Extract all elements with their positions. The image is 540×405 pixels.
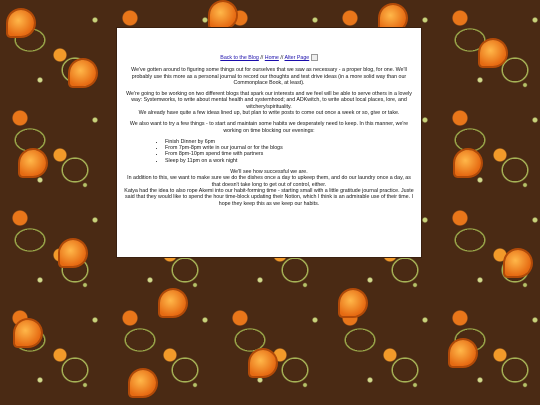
blogs-paragraph: We're going to be working on two different blogs that spark our interests and we feel will be able to serve others in a lovely way: Systemworks, to write about mental health and systemhood; and ADKwitch, to write about local places, lore, and witchery/spirituality. <box>126 91 412 110</box>
flower-decoration <box>20 150 46 176</box>
flower-decoration <box>8 10 34 36</box>
flower-decoration <box>250 350 276 376</box>
broken-image-icon <box>311 54 318 61</box>
flower-decoration <box>480 40 506 66</box>
posting-paragraph: We already have quite a few ideas lined up, but plan to write posts to come out once a week or so, give or take. <box>138 109 400 116</box>
list-item: • From 8pm-10pm spend time with partners <box>165 151 415 157</box>
schedule-list <box>123 139 415 164</box>
back-to-blog-link[interactable]: Back to the Blog <box>220 54 259 61</box>
list-item: • Finish Dinner by 6pm <box>165 139 415 145</box>
flower-decoration <box>70 60 96 86</box>
flower-decoration <box>340 290 366 316</box>
content-panel <box>116 27 422 258</box>
nav-separator: // <box>278 54 285 61</box>
intro-paragraph: We've gotten around to figuring some things out for ourselves that we saw as necessary - a proper blog, for one. We'll probably use this more as a personal journal to record our thoughts and test drive ideas (in a more solid way than our Commonplace Book, at least). <box>131 67 407 86</box>
list-item: • From 7pm-8pm write in our journal or for the blogs <box>165 145 415 151</box>
list-item: • Sleep by 11pm on a work night <box>165 158 415 164</box>
chores-paragraph: In addition to this, we want to make sure we do the dishes once a day to upkeep them, and do our laundry once a day, as that doesn't take long to get out of control, either. <box>127 175 411 188</box>
flower-decoration <box>130 370 156 396</box>
flower-decoration <box>60 240 86 266</box>
flower-decoration <box>160 290 186 316</box>
flower-decoration <box>15 320 41 346</box>
flower-decoration <box>210 2 236 28</box>
success-line: We'll see how successful we are. <box>230 169 308 176</box>
alter-page-link[interactable]: Alter Page <box>284 54 310 61</box>
habits-paragraph: We also want to try a few things - to start and maintain some habits we desperately need to keep. In this manner, we're working on time blocking our evenings: <box>129 121 409 134</box>
nav-links <box>123 54 415 61</box>
flower-decoration <box>450 340 476 366</box>
journal-paragraph: Katya had the idea to also rope Akemi into our habit-forming time - starting small with a little gratitude journal practice. Juste said that they would like to spend the hour time-block updating their Notion, which I think is an admirable use of their time. I hope they keep this as we keep our habits. <box>124 187 414 207</box>
nav-separator: // <box>258 54 265 61</box>
flower-decoration <box>505 250 531 276</box>
home-link[interactable]: Home <box>264 54 279 61</box>
flower-decoration <box>455 150 481 176</box>
